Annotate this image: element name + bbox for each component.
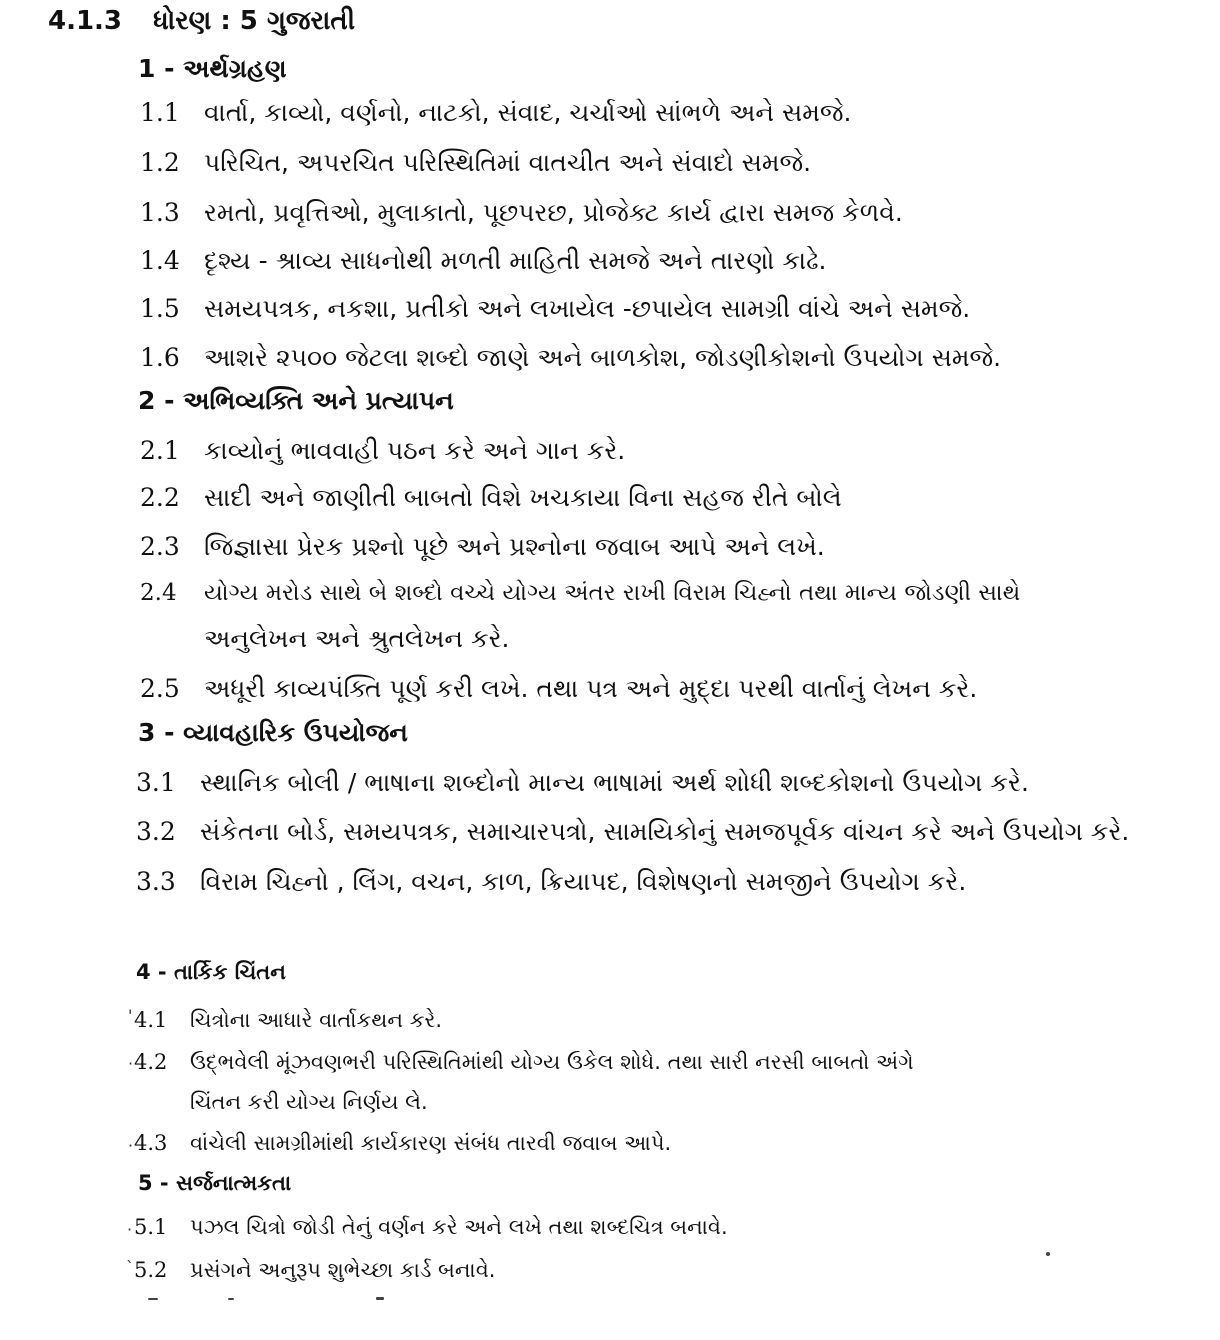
item-text: રમતો, પ્રવૃત્તિઓ, મુલાકાતો, પૂછપરછ, પ્રોજેક્ટ કાર્ય દ્વારા સમજ કેળવે. <box>204 198 903 227</box>
list-item-4-1 <box>134 1008 442 1033</box>
item-number: 1.1 <box>140 98 180 127</box>
heading-number: 4.1.3 <box>48 6 123 36</box>
list-item-1-2 <box>140 148 811 178</box>
heading-title: ધોરણ : 5 ગુજરાતી <box>153 6 356 36</box>
item-text: યોગ્ય મરોડ સાથે બે શબ્દો વચ્ચે યોગ્ય અંતર રાખી વિરામ ચિહ્નો તથા માન્ય જોડણી સાથે <box>204 580 1021 606</box>
list-item-3-1 <box>136 768 1029 798</box>
list-item-4-2-continuation: ચિંતન કરી યોગ્ય નિર્ણય લે. <box>190 1090 428 1114</box>
item-text: વાંચેલી સામગ્રીમાંથી કાર્યકારણ સંબંધ તારવી જવાબ આપે. <box>190 1131 672 1155</box>
list-item-1-3 <box>140 198 903 228</box>
item-text: ચિત્રોના આધારે વાર્તાકથન કરે. <box>190 1008 443 1032</box>
item-number: 1.5 <box>140 294 180 323</box>
scan-speck <box>1046 1252 1050 1256</box>
list-item-2-4 <box>140 580 1020 606</box>
item-text: વાર્તા, કાવ્યો, વર્ણનો, નાટકો, સંવાદ, ચર્ચાઓ સાંભળે અને સમજે. <box>204 98 852 127</box>
list-item-5-1 <box>134 1215 728 1240</box>
list-item-2-1 <box>140 436 625 466</box>
item-text: દૃશ્ય - શ્રાવ્ય સાધનોથી મળતી માહિતી સમજે અને તારણો કાઢે. <box>204 246 827 275</box>
item-number: 5.1 <box>134 1215 168 1239</box>
item-text: પરિચિત, અપરચિત પરિસ્થિતિમાં વાતચીત અને સંવાદો સમજે. <box>204 148 812 177</box>
list-item-2-2 <box>140 483 842 513</box>
section-title-5: 5 - સર્જનાત્મકતા <box>138 1171 292 1195</box>
list-item-1-1 <box>140 98 851 128</box>
item-number: 1.2 <box>140 148 180 177</box>
item-number: 4.1 <box>134 1008 168 1032</box>
section-title-2: 2 - અભિવ્યક્તિ અને પ્રત્યાપન <box>138 386 454 415</box>
item-number: 2.3 <box>140 532 180 561</box>
margin-tick-mark: · <box>128 1054 134 1073</box>
scan-speck <box>228 1298 234 1300</box>
item-text: વિરામ ચિહ્નો , લિંગ, વચન, કાળ, ક્રિયાપદ, વિશેષણનો સમજીને ઉપયોગ કરે. <box>200 867 967 896</box>
item-number: 4.2 <box>134 1050 168 1074</box>
item-number: 1.3 <box>140 198 180 227</box>
item-number: 4.3 <box>134 1131 168 1155</box>
scan-speck <box>148 1298 158 1300</box>
margin-tick-mark: · <box>127 1220 133 1239</box>
item-text: પ્રસંગને અનુરૂપ શુભેચ્છા કાર્ડ બનાવે. <box>190 1258 496 1282</box>
item-number: 3.3 <box>136 867 176 896</box>
list-item-2-4-continuation: અનુલેખન અને શ્રુતલેખન કરે. <box>204 624 510 653</box>
scan-speck <box>376 1297 384 1300</box>
item-number: 2.4 <box>140 580 177 606</box>
item-number: 1.4 <box>140 246 180 275</box>
item-text: સમયપત્રક, નકશા, પ્રતીકો અને લખાયેલ -છપાયેલ સામગ્રી વાંચે અને સમજે. <box>204 294 971 323</box>
item-text: ઉદ્ભવેલી મૂંઝવણભરી પરિસ્થિતિમાંથી યોગ્ય ઉકેલ શોધે. તથા સારી નરસી બાબતો અંગે <box>190 1050 914 1074</box>
item-number: 3.1 <box>136 768 176 797</box>
item-number: 3.2 <box>136 817 176 846</box>
page-heading <box>48 6 355 37</box>
list-item-1-5 <box>140 294 970 324</box>
list-item-2-3 <box>140 532 825 562</box>
list-item-2-5 <box>140 674 977 704</box>
item-text: પઝલ ચિત્રો જોડી તેનું વર્ણન કરે અને લખે તથા શબ્દચિત્ર બનાવે. <box>190 1215 728 1239</box>
item-text: સ્થાનિક બોલી / ભાષાના શબ્દોનો માન્ય ભાષામાં અર્થ શોધી શબ્દકોશનો ઉપયોગ કરે. <box>200 768 1029 797</box>
item-text: સાદી અને જાણીતી બાબતો વિશે ખચકાયા વિના સહજ રીતે બોલે <box>204 483 842 512</box>
item-text: કાવ્યોનું ભાવવાહી પઠન કરે અને ગાન કરે. <box>204 436 626 465</box>
list-item-4-2 <box>134 1050 914 1075</box>
list-item-1-4 <box>140 246 827 276</box>
list-item-4-3 <box>134 1131 671 1156</box>
margin-tick-mark: ' <box>128 1006 133 1025</box>
list-item-5-2 <box>134 1258 495 1283</box>
item-number: 2.1 <box>140 436 180 465</box>
section-title-1: 1 - અર્થગ્રહણ <box>138 54 287 83</box>
item-number: 2.2 <box>140 483 180 512</box>
section-title-3: 3 - વ્યાવહારિક ઉપયોજન <box>138 718 408 747</box>
item-text: સંકેતના બોર્ડ, સમયપત્રક, સમાચારપત્રો, સામયિકોનું સમજપૂર્વક વાંચન કરે અને ઉપયોગ કરે. <box>200 817 1130 846</box>
list-item-3-2 <box>136 817 1129 847</box>
item-number: 1.6 <box>140 343 180 372</box>
item-text: જિજ્ઞાસા પ્રેરક પ્રશ્નો પૂછે અને પ્રશ્નોના જવાબ આપે અને લખે. <box>204 532 825 561</box>
item-text: આશરે ૨૫૦૦ જેટલા શબ્દો જાણે અને બાળકોશ, જોડણીકોશનો ઉપયોગ સમજે. <box>204 343 1002 372</box>
margin-tick-mark: · <box>128 1136 134 1155</box>
item-number: 5.2 <box>134 1258 168 1282</box>
list-item-3-3 <box>136 867 966 897</box>
margin-tick-mark: ` <box>126 1258 134 1277</box>
section-title-4: 4 - તાર્કિક ચિંતન <box>136 960 286 984</box>
list-item-1-6 <box>140 343 1001 373</box>
item-number: 2.5 <box>140 674 180 703</box>
item-text: અધૂરી કાવ્યપંક્તિ પૂર્ણ કરી લખે. તથા પત્ર અને મુદ્દા પરથી વાર્તાનું લેખન કરે. <box>204 674 978 703</box>
